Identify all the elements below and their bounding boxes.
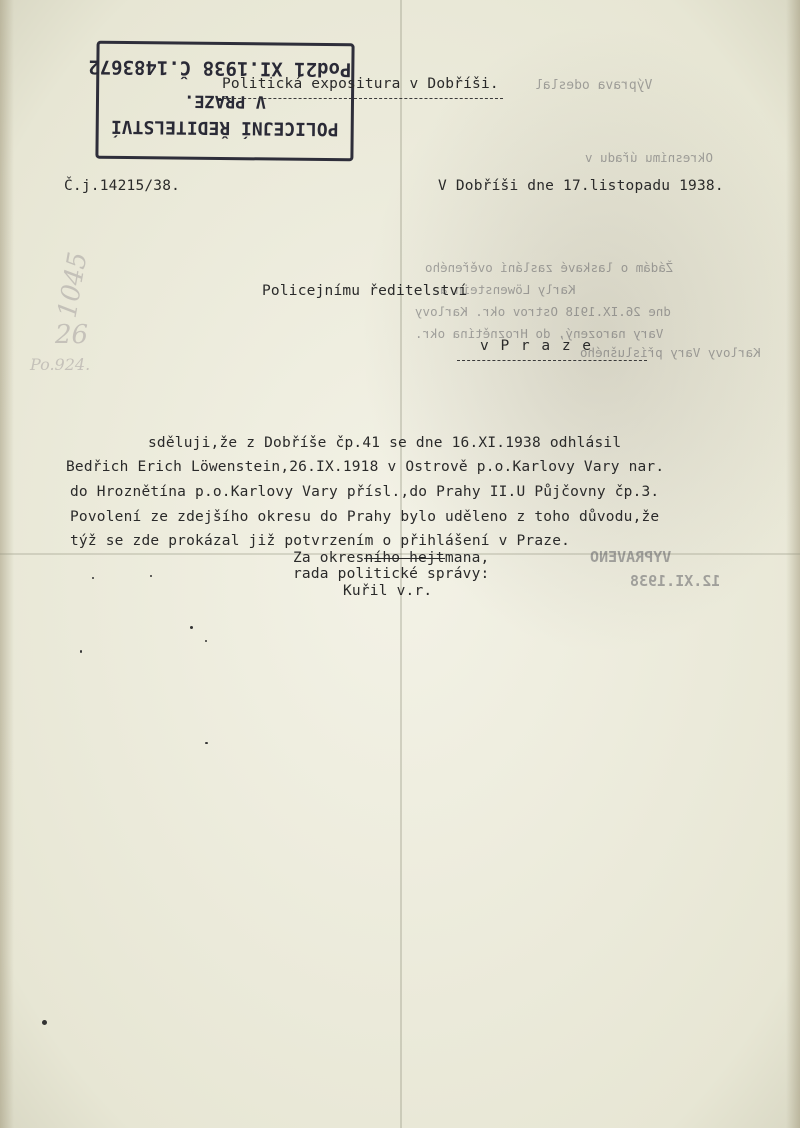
struck-text: ního hejt bbox=[364, 550, 445, 566]
police-received-stamp bbox=[88, 41, 354, 162]
signatory-name: Kuřil v.r. bbox=[343, 583, 433, 599]
faded-reverse-text: Okresnímu úřadu v bbox=[585, 150, 713, 165]
signature-line bbox=[293, 550, 489, 566]
addressee-city: v P r a z e bbox=[480, 338, 593, 354]
underline bbox=[218, 98, 503, 99]
margin-note: Po.924. bbox=[30, 355, 91, 374]
ink-speck bbox=[92, 577, 94, 579]
place-and-date: V Dobříši dne 17.listopadu 1938. bbox=[438, 178, 724, 194]
signature-text: mana, bbox=[444, 550, 490, 566]
signature-line: rada politické správy: bbox=[293, 566, 490, 582]
stamp-line: V PRAZE. bbox=[183, 90, 267, 112]
ink-speck bbox=[150, 575, 152, 577]
faded-reverse-text: Karly Löwenstein a bbox=[440, 282, 576, 297]
stamp-line: POLICEJNÍ ŘEDITELSTVÍ bbox=[110, 115, 339, 140]
faded-reverse-stamp: VYPRAVENO bbox=[590, 548, 672, 566]
stamp-line: Pod21 XI.1938 Č.1483672 bbox=[88, 55, 352, 81]
ink-speck bbox=[80, 650, 82, 653]
ink-speck bbox=[205, 742, 208, 744]
faded-reverse-text: dne 26.IX.1918 Ostrov okr. Karlovy bbox=[415, 304, 671, 319]
faded-reverse-text: Karlovy Vary příslušného bbox=[580, 345, 761, 360]
ink-speck bbox=[190, 626, 193, 629]
issuing-office: Politická expositura v Dobříši. bbox=[222, 76, 499, 92]
body-line: sděluji,že z Dobříše čp.41 se dne 16.XI.1938 odhlásil bbox=[148, 435, 622, 451]
faded-reverse-text: Vary narozený, do Hroznětína okr. bbox=[415, 326, 664, 341]
addressee-line: Policejnímu ředitelství bbox=[262, 283, 468, 299]
margin-note: 26 bbox=[55, 320, 89, 350]
faded-reverse-stamp: 12.XI.1938 bbox=[630, 572, 721, 590]
underline bbox=[457, 360, 647, 361]
body-line: do Hroznětína p.o.Karlovy Vary přísl.,do Prahy II.U Půjčovny čp.3. bbox=[70, 484, 660, 500]
signature-text: Za okres bbox=[293, 550, 365, 566]
body-line: týž se zde prokázal již potvrzením o přihlášení v Praze. bbox=[70, 533, 571, 549]
body-line: Povolení ze zdejšího okresu do Prahy bylo uděleno z toho důvodu,že bbox=[70, 509, 660, 525]
margin-note: 1045 bbox=[52, 249, 94, 321]
ink-speck bbox=[205, 640, 207, 642]
paper-edge-right bbox=[786, 0, 800, 1128]
paper-edge-left bbox=[0, 0, 14, 1128]
body-line: Bedřich Erich Löwenstein,26.IX.1918 v Ostrově p.o.Karlovy Vary nar. bbox=[66, 459, 665, 475]
reference-number: Č.j.14215/38. bbox=[64, 178, 181, 194]
faded-reverse-text: Výprava odeslal bbox=[535, 78, 653, 93]
faded-reverse-text: Žádám o laskavé zaslání ověřeného bbox=[425, 260, 674, 275]
ink-speck bbox=[42, 1020, 47, 1025]
